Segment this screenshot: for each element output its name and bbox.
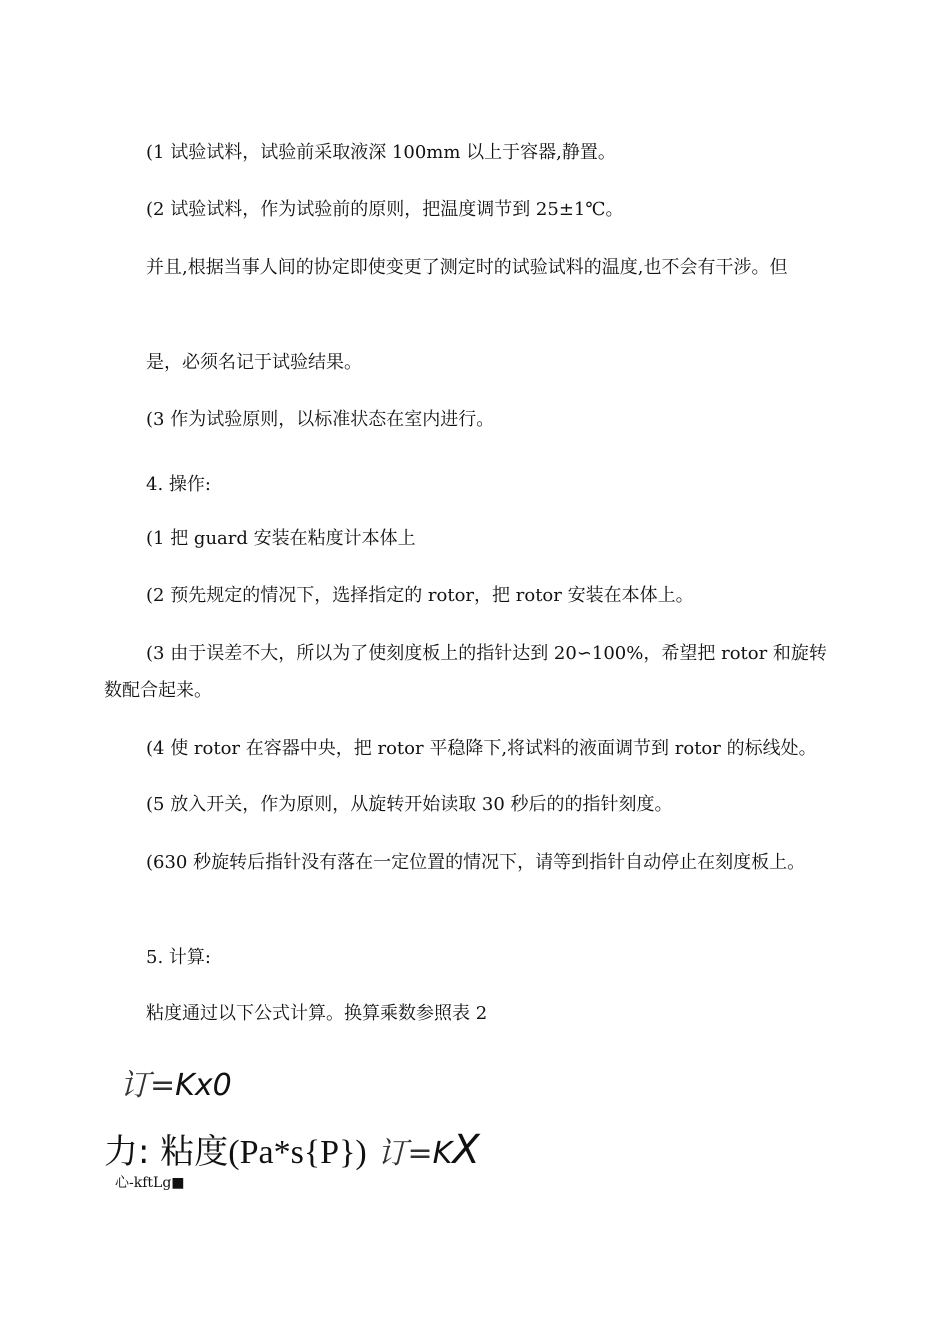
- paragraph-select-rotor: (2 预先规定的情况下，选择指定的 rotor，把 rotor 安装在本体上。: [146, 585, 694, 606]
- section-heading-calculation: 5. 计算:: [146, 947, 211, 968]
- formula-rhs: Kx0: [175, 1068, 232, 1103]
- formula-note: 心-kftLg■: [115, 1175, 185, 1191]
- formula-legend-unit: (Pa*s{P}): [228, 1134, 367, 1171]
- formula-viscosity: [120, 1063, 232, 1109]
- formula-legend-k: K: [432, 1136, 453, 1171]
- formula-lhs: 订=: [120, 1068, 176, 1103]
- paragraph-lower-rotor: (4 使 rotor 在容器中央，把 rotor 平稳降下,将试料的液面调节到 rotor 的标线处。: [146, 738, 817, 759]
- paragraph-temperature: (2 试验试料，作为试验前的原则，把温度调节到 25±1℃。: [146, 199, 624, 220]
- paragraph-formula-intro: 粘度通过以下公式计算。换算乘数参照表 2: [146, 1003, 488, 1024]
- paragraph-sample-collection: (1 试验试料，试验前采取液深 100mm 以上于容器,静置。: [146, 142, 616, 163]
- paragraph-standard-condition: (3 作为试验原则，以标准状态在室内进行。: [146, 409, 495, 430]
- paragraph-agreement: 并且,根据当事人间的协定即使变更了测定时的试验试料的温度,也不会有干涉。但: [146, 257, 788, 278]
- formula-legend-x: X: [452, 1127, 480, 1173]
- paragraph-record-result: 是，必须名记于试验结果。: [146, 352, 362, 373]
- paragraph-error-range: (3 由于误差不大，所以为了使刻度板上的指针达到 20∽100%，希望把 rotor 和旋转数配合起来。: [104, 643, 827, 701]
- formula-legend-label: 粘度: [160, 1132, 229, 1172]
- formula-legend-lhs: 订=: [377, 1136, 433, 1171]
- paragraph-pointer-wait: (630 秒旋转后指针没有落在一定位置的情况下，请等到指针自动停止在刻度板上。: [146, 852, 806, 873]
- paragraph-read-pointer: (5 放入开关，作为原则，从旋转开始读取 30 秒后的的指针刻度。: [146, 794, 673, 815]
- formula-legend-prefix: 力:: [104, 1132, 150, 1172]
- section-heading-operation: 4. 操作:: [146, 474, 211, 495]
- paragraph-install-guard: (1 把 guard 安装在粘度计本体上: [146, 528, 416, 549]
